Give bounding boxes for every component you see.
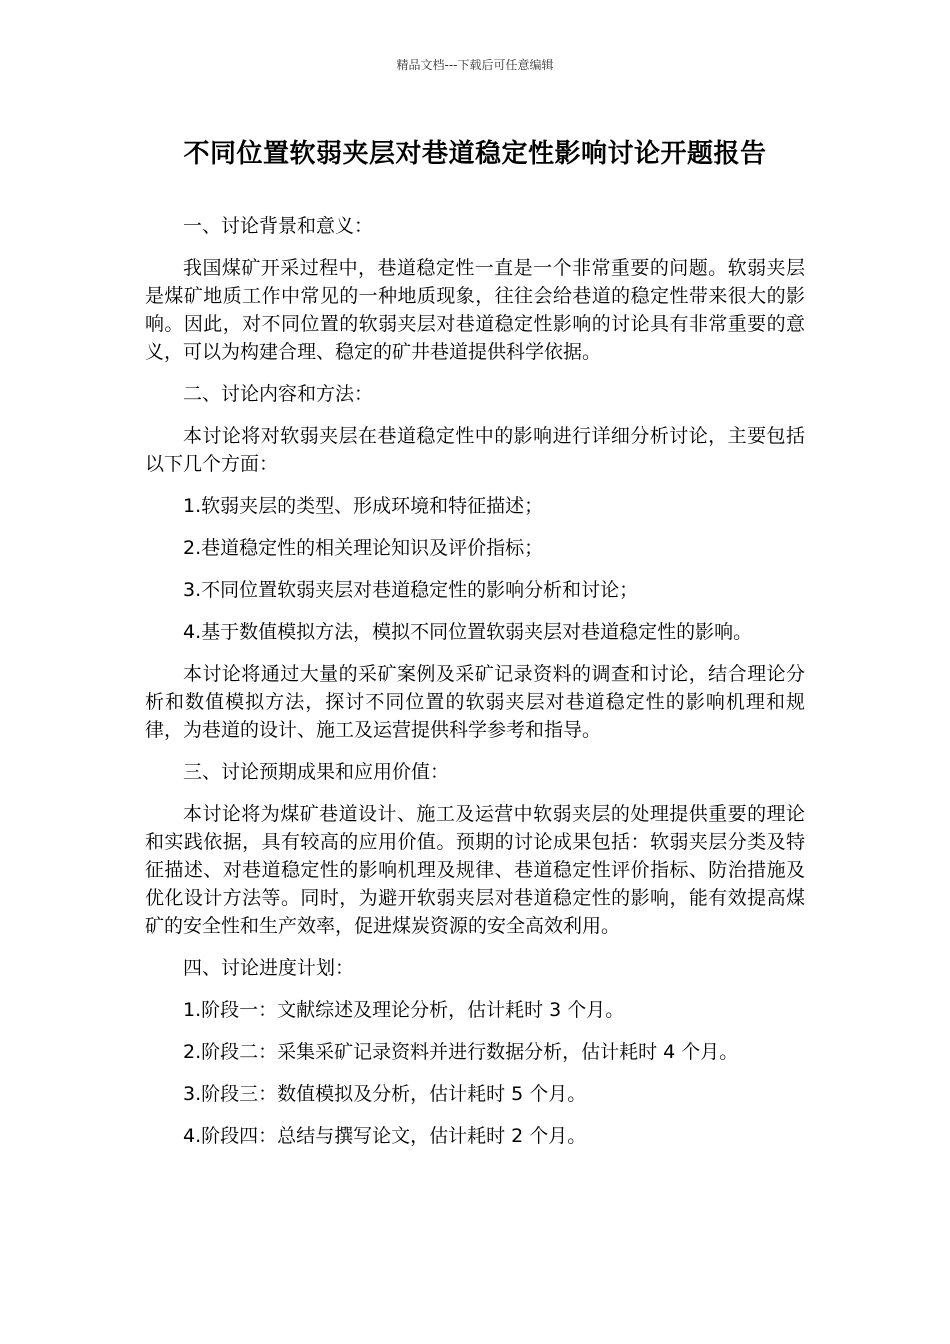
section-heading-expected-results: 三、讨论预期成果和应用价值： — [183, 761, 450, 783]
paragraph-content-intro: 本讨论将对软弱夹层在巷道稳定性中的影响进行详细分析讨论，主要包括以下几个方面： — [145, 425, 805, 475]
list-item: 3.阶段三：数值模拟及分析，估计耗时 5 个月。 — [183, 1083, 587, 1105]
list-item: 3.不同位置软弱夹层对巷道稳定性的影响分析和讨论； — [183, 579, 639, 601]
header-note: 精品文档---下载后可任意编辑 — [396, 58, 554, 72]
section-heading-background: 一、讨论背景和意义： — [183, 215, 374, 237]
list-item: 1.软弱夹层的类型、形成环境和特征描述； — [183, 495, 544, 517]
list-item: 2.巷道稳定性的相关理论知识及评价指标； — [183, 537, 544, 559]
paragraph-content-conclusion: 本讨论将通过大量的采矿案例及采矿记录资料的调查和讨论，结合理论分析和数值模拟方法，探讨不同位置的软弱夹层对巷道稳定性的影响机理和规律，为巷道的设计、施工及运营提供科学参考和指导。 — [145, 663, 805, 741]
list-item: 4.阶段四：总结与撰写论文，估计耗时 2 个月。 — [183, 1125, 587, 1147]
list-item: 1.阶段一：文献综述及理论分析，估计耗时 3 个月。 — [183, 999, 625, 1021]
section-heading-schedule: 四、讨论进度计划： — [183, 957, 355, 979]
paragraph-expected-results: 本讨论将为煤矿巷道设计、施工及运营中软弱夹层的处理提供重要的理论和实践依据，具有较高的应用价值。预期的讨论成果包括：软弱夹层分类及特征描述、对巷道稳定性的影响机理及规律、巷道稳定性评价指标、防治措施及优化设计方法等。同时，为避开软弱夹层对巷道稳定性的影响，能有效提高煤矿的安全性和生产效率，促进煤炭资源的安全高效利用。 — [145, 803, 805, 937]
paragraph-background: 我国煤矿开采过程中，巷道稳定性一直是一个非常重要的问题。软弱夹层是煤矿地质工作中常见的一种地质现象，往往会给巷道的稳定性带来很大的影响。因此，对不同位置的软弱夹层对巷道稳定性影响的讨论具有非常重要的意义，可以为构建合理、稳定的矿井巷道提供科学依据。 — [145, 257, 805, 363]
list-item: 4.基于数值模拟方法，模拟不同位置软弱夹层对巷道稳定性的影响。 — [183, 621, 753, 643]
document-title: 不同位置软弱夹层对巷道稳定性影响讨论开题报告 — [183, 139, 767, 169]
document-body — [145, 212, 805, 1164]
section-heading-content-methods: 二、讨论内容和方法： — [183, 383, 374, 405]
list-item: 2.阶段二：采集采矿记录资料并进行数据分析，估计耗时 4 个月。 — [183, 1041, 739, 1063]
